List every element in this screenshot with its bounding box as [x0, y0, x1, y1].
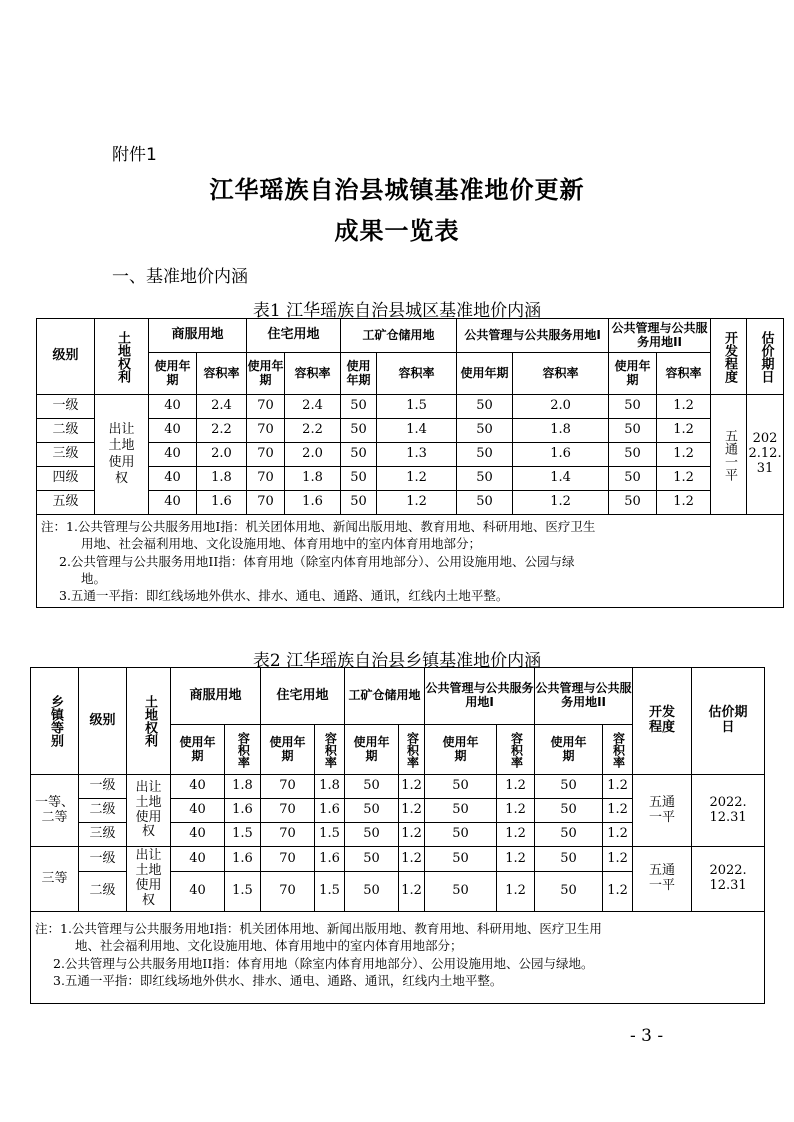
cell-value: 1.5	[225, 823, 261, 847]
header-valuation-date: 估价期日	[692, 668, 765, 775]
cell-value: 50	[457, 491, 513, 515]
note-line: 注：1.公共管理与公共服务用地I指：机关团体用地、新闻出版用地、教育用地、科研用地、医疗卫生用	[35, 921, 602, 936]
document-title-line1: 江华瑶族自治县城镇基准地价更新	[209, 175, 585, 204]
subheader-far: 容积率	[197, 353, 247, 395]
cell-value: 70	[247, 443, 285, 467]
note-line: 注：1.公共管理与公共服务用地I指：机关团体用地、新闻出版用地、教育用地、科研用地、医疗卫生	[41, 519, 596, 534]
cell-value: 50	[609, 467, 657, 491]
cell-value: 2.4	[197, 395, 247, 419]
header-valuation-date: 估价期日	[747, 319, 784, 395]
cell-level: 二级	[37, 419, 95, 443]
subheader-use-years: 使用年期	[261, 725, 315, 775]
table-row	[37, 419, 784, 443]
cell-town-grade: 一等、二等	[31, 775, 79, 847]
cell-level: 五级	[37, 491, 95, 515]
cell-value: 40	[171, 823, 225, 847]
cell-value: 50	[345, 775, 399, 799]
cell-value: 1.2	[399, 823, 425, 847]
note-line: 地。	[81, 570, 107, 586]
cell-value: 2.0	[285, 443, 341, 467]
header-industrial: 工矿仓储用地	[341, 319, 457, 353]
header-land-right: 土地权利	[127, 668, 171, 775]
cell-value: 1.2	[657, 467, 711, 491]
header-public1: 公共管理与公共服务用地I	[457, 319, 609, 353]
subheader-use-years: 使用年期	[341, 353, 377, 395]
cell-development: 五通一平	[633, 775, 692, 847]
cell-value: 1.6	[225, 799, 261, 823]
cell-value: 1.2	[657, 443, 711, 467]
header-commercial: 商服用地	[171, 668, 261, 725]
cell-value: 50	[457, 467, 513, 491]
cell-value: 1.2	[603, 775, 633, 799]
cell-value: 40	[149, 443, 197, 467]
header-residential: 住宅用地	[261, 668, 345, 725]
note-line: 地、社会福利用地、文化设施用地、体育用地中的室内体育用地部分；	[75, 938, 463, 954]
cell-value: 1.2	[657, 419, 711, 443]
cell-value: 2.2	[285, 419, 341, 443]
note-line: 2.公共管理与公共服务用地II指：体育用地（除室内体育用地部分）、公用设施用地、公园与绿地。	[53, 955, 594, 971]
note-line: 3.五通一平指：即红线场地外供水、排水、通电、通路、通讯，红线内土地平整。	[53, 972, 503, 988]
cell-value: 40	[171, 872, 225, 912]
subheader-use-years: 使用年期	[425, 725, 497, 775]
cell-land-right: 出让土地使用权	[127, 847, 171, 912]
table2-notes	[31, 912, 765, 1004]
cell-value: 40	[149, 467, 197, 491]
subheader-use-years: 使用年期	[345, 725, 399, 775]
cell-value: 1.6	[285, 491, 341, 515]
subheader-use-years: 使用年期	[457, 353, 513, 395]
table-row	[31, 847, 765, 872]
table-row	[37, 395, 784, 419]
cell-value: 70	[261, 799, 315, 823]
cell-value: 50	[341, 491, 377, 515]
cell-value: 50	[345, 847, 399, 872]
table-row	[31, 775, 765, 799]
cell-value: 1.3	[377, 443, 457, 467]
cell-level: 二级	[79, 872, 127, 912]
table1-notes	[37, 515, 784, 608]
header-public2: 公共管理与公共服务用地II	[609, 319, 711, 353]
cell-town-grade: 三等	[31, 847, 79, 912]
cell-value: 1.2	[497, 799, 535, 823]
cell-value: 50	[535, 799, 603, 823]
cell-level: 四级	[37, 467, 95, 491]
subheader-far: 容积率	[285, 353, 341, 395]
cell-development: 五通一平	[633, 847, 692, 912]
note-line: 2.公共管理与公共服务用地II指：体育用地（除室内体育用地部分）、公用设施用地、公园与绿	[59, 553, 575, 569]
cell-value: 1.5	[377, 395, 457, 419]
cell-value: 1.2	[603, 847, 633, 872]
cell-value: 1.6	[513, 443, 609, 467]
cell-level: 三级	[37, 443, 95, 467]
cell-value: 1.8	[197, 467, 247, 491]
cell-level: 一级	[79, 847, 127, 872]
table2-township-benchmark	[30, 667, 765, 1004]
cell-value: 1.2	[377, 467, 457, 491]
cell-value: 1.2	[399, 799, 425, 823]
cell-level: 一级	[37, 395, 95, 419]
cell-value: 1.8	[315, 775, 345, 799]
header-level: 级别	[37, 319, 95, 395]
cell-level: 三级	[79, 823, 127, 847]
header-public2: 公共管理与公共服务用地II	[535, 668, 633, 725]
table-row	[37, 491, 784, 515]
cell-value: 1.2	[657, 491, 711, 515]
cell-value: 70	[261, 775, 315, 799]
cell-value: 50	[345, 823, 399, 847]
header-development: 开发程度	[711, 319, 747, 395]
cell-value: 50	[425, 799, 497, 823]
cell-value: 1.4	[513, 467, 609, 491]
subheader-far: 容积率	[603, 725, 633, 775]
cell-value: 50	[609, 491, 657, 515]
cell-value: 1.5	[315, 872, 345, 912]
cell-value: 1.6	[197, 491, 247, 515]
cell-value: 2.4	[285, 395, 341, 419]
cell-value: 1.6	[315, 799, 345, 823]
header-town-grade: 乡镇等别	[31, 668, 79, 775]
cell-value: 50	[341, 443, 377, 467]
cell-value: 70	[247, 395, 285, 419]
header-industrial: 工矿仓储用地	[345, 668, 425, 725]
cell-value: 50	[457, 395, 513, 419]
cell-value: 40	[149, 395, 197, 419]
cell-value: 70	[261, 872, 315, 912]
document-title-line2: 成果一览表	[334, 216, 460, 245]
cell-value: 50	[609, 419, 657, 443]
cell-value: 50	[535, 823, 603, 847]
header-development: 开发程度	[633, 668, 692, 775]
cell-valuation-date: 2022.12.31	[747, 395, 784, 515]
header-public1: 公共管理与公共服务用地I	[425, 668, 535, 725]
attachment-label: 附件1	[112, 145, 157, 165]
cell-development: 五通一平	[711, 395, 747, 515]
cell-value: 50	[535, 872, 603, 912]
cell-value: 1.2	[497, 872, 535, 912]
note-line: 3.五通一平指：即红线场地外供水、排水、通电、通路、通讯，红线内土地平整。	[59, 588, 509, 603]
note-line: 用地、社会福利用地、文化设施用地、体育用地中的室内体育用地部分；	[81, 536, 482, 552]
cell-value: 50	[609, 395, 657, 419]
cell-value: 1.5	[315, 823, 345, 847]
cell-value: 2.2	[197, 419, 247, 443]
cell-value: 1.6	[225, 847, 261, 872]
subheader-far: 容积率	[657, 353, 711, 395]
cell-value: 1.2	[377, 491, 457, 515]
cell-value: 1.8	[513, 419, 609, 443]
subheader-use-years: 使用年期	[535, 725, 603, 775]
table-row	[37, 467, 784, 491]
cell-value: 40	[171, 847, 225, 872]
subheader-far: 容积率	[225, 725, 261, 775]
cell-value: 1.6	[315, 847, 345, 872]
cell-value: 1.8	[285, 467, 341, 491]
cell-value: 50	[425, 847, 497, 872]
cell-value: 70	[261, 847, 315, 872]
cell-value: 70	[247, 491, 285, 515]
cell-value: 50	[341, 467, 377, 491]
cell-value: 40	[171, 775, 225, 799]
cell-valuation-date: 2022.12.31	[692, 847, 765, 912]
cell-value: 1.2	[513, 491, 609, 515]
cell-value: 40	[171, 799, 225, 823]
cell-value: 50	[609, 443, 657, 467]
header-commercial: 商服用地	[149, 319, 247, 353]
cell-value: 1.2	[497, 823, 535, 847]
cell-value: 1.2	[399, 847, 425, 872]
table-row	[37, 443, 784, 467]
subheader-far: 容积率	[377, 353, 457, 395]
subheader-far: 容积率	[513, 353, 609, 395]
subheader-far: 容积率	[315, 725, 345, 775]
cell-land-right: 出让土地使用权	[127, 775, 171, 847]
subheader-far: 容积率	[399, 725, 425, 775]
subheader-use-years: 使用年期	[171, 725, 225, 775]
header-level: 级别	[79, 668, 127, 775]
cell-value: 40	[149, 491, 197, 515]
cell-value: 1.2	[603, 799, 633, 823]
cell-value: 1.2	[399, 872, 425, 912]
cell-value: 1.4	[377, 419, 457, 443]
cell-value: 1.2	[497, 775, 535, 799]
subheader-use-years: 使用年期	[247, 353, 285, 395]
subheader-use-years: 使用年期	[609, 353, 657, 395]
cell-value: 50	[535, 775, 603, 799]
cell-value: 50	[341, 419, 377, 443]
cell-value: 1.2	[657, 395, 711, 419]
cell-value: 50	[425, 823, 497, 847]
cell-level: 一级	[79, 775, 127, 799]
cell-value: 50	[341, 395, 377, 419]
cell-level: 二级	[79, 799, 127, 823]
cell-value: 2.0	[513, 395, 609, 419]
cell-value: 70	[261, 823, 315, 847]
cell-value: 1.5	[225, 872, 261, 912]
cell-value: 50	[425, 872, 497, 912]
cell-value: 70	[247, 467, 285, 491]
table2-caption: 表2 江华瑶族自治县乡镇基准地价内涵	[252, 651, 542, 671]
page-number: - 3 -	[630, 1026, 664, 1046]
cell-value: 50	[345, 872, 399, 912]
header-land-right: 土地权利	[95, 319, 149, 395]
cell-value: 50	[457, 419, 513, 443]
cell-value: 50	[345, 799, 399, 823]
subheader-far: 容积率	[497, 725, 535, 775]
section-heading: 一、基准地价内涵	[112, 267, 248, 287]
cell-value: 40	[149, 419, 197, 443]
cell-value: 1.8	[225, 775, 261, 799]
cell-value: 1.2	[399, 775, 425, 799]
cell-value: 50	[425, 775, 497, 799]
table1-caption: 表1 江华瑶族自治县城区基准地价内涵	[252, 301, 542, 321]
cell-valuation-date: 2022.12.31	[692, 775, 765, 847]
cell-value: 50	[535, 847, 603, 872]
cell-value: 1.2	[603, 823, 633, 847]
cell-value: 1.2	[497, 847, 535, 872]
cell-land-right: 出让土地使用权	[95, 395, 149, 515]
header-residential: 住宅用地	[247, 319, 341, 353]
cell-value: 70	[247, 419, 285, 443]
subheader-use-years: 使用年期	[149, 353, 197, 395]
cell-value: 1.2	[603, 872, 633, 912]
cell-value: 50	[457, 443, 513, 467]
table1-urban-benchmark	[36, 318, 784, 608]
cell-value: 2.0	[197, 443, 247, 467]
